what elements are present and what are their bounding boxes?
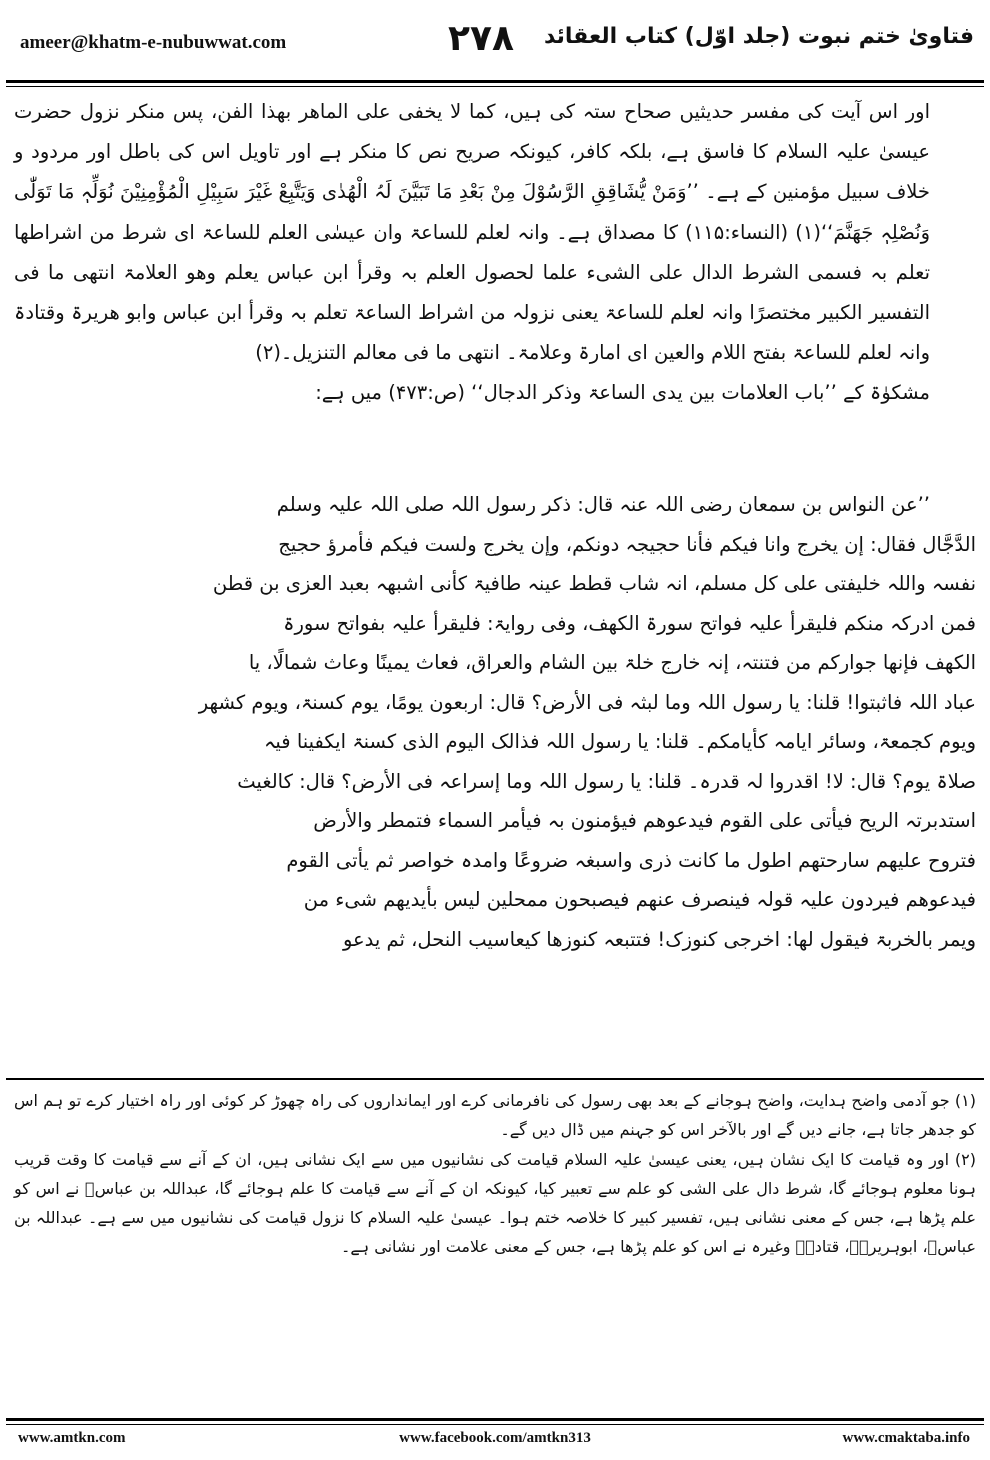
quote-line: ویوم کجمعۃ، وسائر ایامہ کأیامکم۔ قلنا: یا رسول اللہ فذالک الیوم الذی کسنۃ ایکفینا فیہ [264, 730, 976, 753]
page-number: ۲۷۸ [448, 18, 514, 59]
hadith-quote [0, 485, 976, 1067]
footer-rule [6, 1418, 984, 1425]
footnote-2: (۲) اور وہ قیامت کا ایک نشان ہیں، یعنی عیسیٰ علیہ السلام قیامت کی نشانیوں میں سے ایک نشانی ہیں، ان کے آنے سے قیامت کا وقت قریب ہونا معلوم ہوجائے گا، شرط دال علی الشی کو علم سے تعبیر کیا، کیونکہ ان کے آنے سے قیامت کا علم ہوجائے گا، عبداللہ بن عباسؓ نے اس کو علم پڑھا ہے، جس کے معنی نشانی ہیں، تفسیر کبیر کا خلاصہ ختم ہوا۔ عیسیٰ علیہ السلام کا نزول قیامت کی نشانیوں میں سے ہے۔ عبداللہ بن عباسؓ، ابوہریرہؓ، قتادہؒ وغیرہ نے اس کو علم پڑھا ہے، جس کے معنی علامت اور نشانی ہے۔ [14, 1149, 976, 1257]
quote-line: استدبرتہ الریح فیأتی علی القوم فیدعوھم فیؤمنون بہ فیأمر السماء فتمطر والأرض [313, 809, 976, 832]
quote-line: ’’عن النواس بن سمعان رضی اللہ عنہ قال: ذکر رسول اللہ صلی اللہ علیہ وسلم [276, 493, 930, 516]
quote-line: صلاۃ یوم؟ قال: لا! اقدروا لہ قدرہ۔ قلنا: یا رسول اللہ وما إسراعہ فی الأرض؟ قال: کالغیث [237, 769, 976, 793]
footnote-separator [6, 1078, 984, 1080]
quote-line: فمن ادرکہ منکم فلیقرأ علیہ فواتح سورۃ الکھف، وفی روایۃ: فلیقرأ علیہ بفواتح سورۃ [283, 611, 976, 635]
paragraph-mishkat-intro: مشکوٰۃ کے ’’باب العلامات بین یدی الساعۃ وذکر الدجال‘‘ (ص:۴۷۳) میں ہے: [315, 381, 930, 405]
footnotes [14, 1086, 976, 1262]
footer-link-facebook[interactable]: www.facebook.com/amtkn313 [399, 1430, 591, 1446]
quote-line: عباد اللہ فاثبتوا! قلنا: یا رسول اللہ وما لبثہ فی الأرض؟ قال: اربعون یومًا، یوم کسنۃ، ویوم کشھر [198, 690, 976, 714]
quote-line: فیدعوھم فیردون علیہ قولہ فینصرف عنھم فیصبحون ممحلین لیس بأیدیھم شیء من [303, 888, 976, 911]
footer-link-cmaktaba[interactable]: www.cmaktaba.info [842, 1430, 970, 1446]
header-rule [6, 80, 984, 87]
paragraph-commentary: اور اس آیت کی مفسر حدیثیں صحاح ستہ کی ہیں، کما لا یخفی علی الماھر بھذا الفن، پس منکر نزول حضرت عیسیٰ علیہ السلام کا فاسق ہے، بلکہ کافر، کیونکہ صریح نص کا منکر ہے اور تاویل اس کی باطل اور مردود و خلاف سبیل مؤمنین کے ہے۔ ’’وَمَنْ یُّشَاقِقِ الرَّسُوْلَ مِنْ بَعْدِ مَا تَبَیَّنَ لَہُ الْھُدٰی وَیَتَّبِعْ غَیْرَ سَبِیْلِ الْمُؤْمِنِیْنَ نُوَلِّہٖ مَا تَوَلّٰی وَنُصْلِہٖ جَھَنَّمَ‘‘(۱) (النساء:۱۱۵) کا مصداق ہے۔ وانہ لعلم للساعۃ وان عیسٰی العلم للساعۃ ای شرط من اشراطھا تعلم بہ فسمی الشرط الدال علی الشیء علما لحصول العلم بہ وقرأ ابن عباس یعلم وھو العلامۃ انتھی ما فی التفسیر الکبیر مختصرًا وانہ لعلم للساعۃ یعنی نزولہ من اشراط الساعۃ تعلم بہ وقرأ ابن عباس وابو ھریرۃ وقتادۃ وانہ لعلم للساعۃ بفتح اللام والعین ای امارۃ وعلامۃ۔ انتھی ما فی معالم التنزیل۔(۲) [14, 100, 930, 365]
quote-line: الدَّجَّال فقال: إن یخرج وانا فیکم فأنا حجیجہ دونکم، وإن یخرج ولست فیکم فأمرؤ حجیج [278, 532, 976, 556]
header-email: ameer@khatm-e-nubuwwat.com [20, 32, 287, 53]
page-footer [6, 1430, 984, 1454]
quote-line: فتروح علیھم سارحتھم اطول ما کانت ذری واسبغہ ضروعًا وامدہ خواصر ثم یأتی القوم [286, 848, 976, 872]
main-text [14, 92, 976, 414]
footer-link-amtkn[interactable]: www.amtkn.com [18, 1430, 126, 1446]
quote-line: نفسہ واللہ خلیفتی علی کل مسلم، انہ شاب قطط عینہ طافیۃ کأنی اشبھہ بعبد العزی بن قطن [212, 572, 976, 595]
page-header [6, 6, 984, 80]
footnote-1: (۱) جو آدمی واضح ہدایت، واضح ہوجانے کے بعد بھی رسول کی نافرمانی کرے اور ایمانداروں کی راہ چھوڑ کر کوئی اور راہ اختیار کرے تو ہم اس کو جدھر جاتا ہے، جانے دیں گے اور بالآخر اس کو جہنم میں ڈال دیں گے۔ [14, 1091, 976, 1140]
quote-line: ویمر بالخربۃ فیقول لھا: اخرجی کنوزک! فتتبعہ کنوزھا کیعاسیب النحل، ثم یدعو [342, 927, 976, 951]
quote-line: الکھف فإنھا جوارکم من فتنتہ، إنہ خارج خلۃ بین الشام والعراق، فعاث یمینًا وعاث شمالًا، یا [248, 651, 976, 674]
book-title: فتاویٰ ختم نبوت (جلد اوّل) کتاب العقائد [543, 24, 974, 49]
